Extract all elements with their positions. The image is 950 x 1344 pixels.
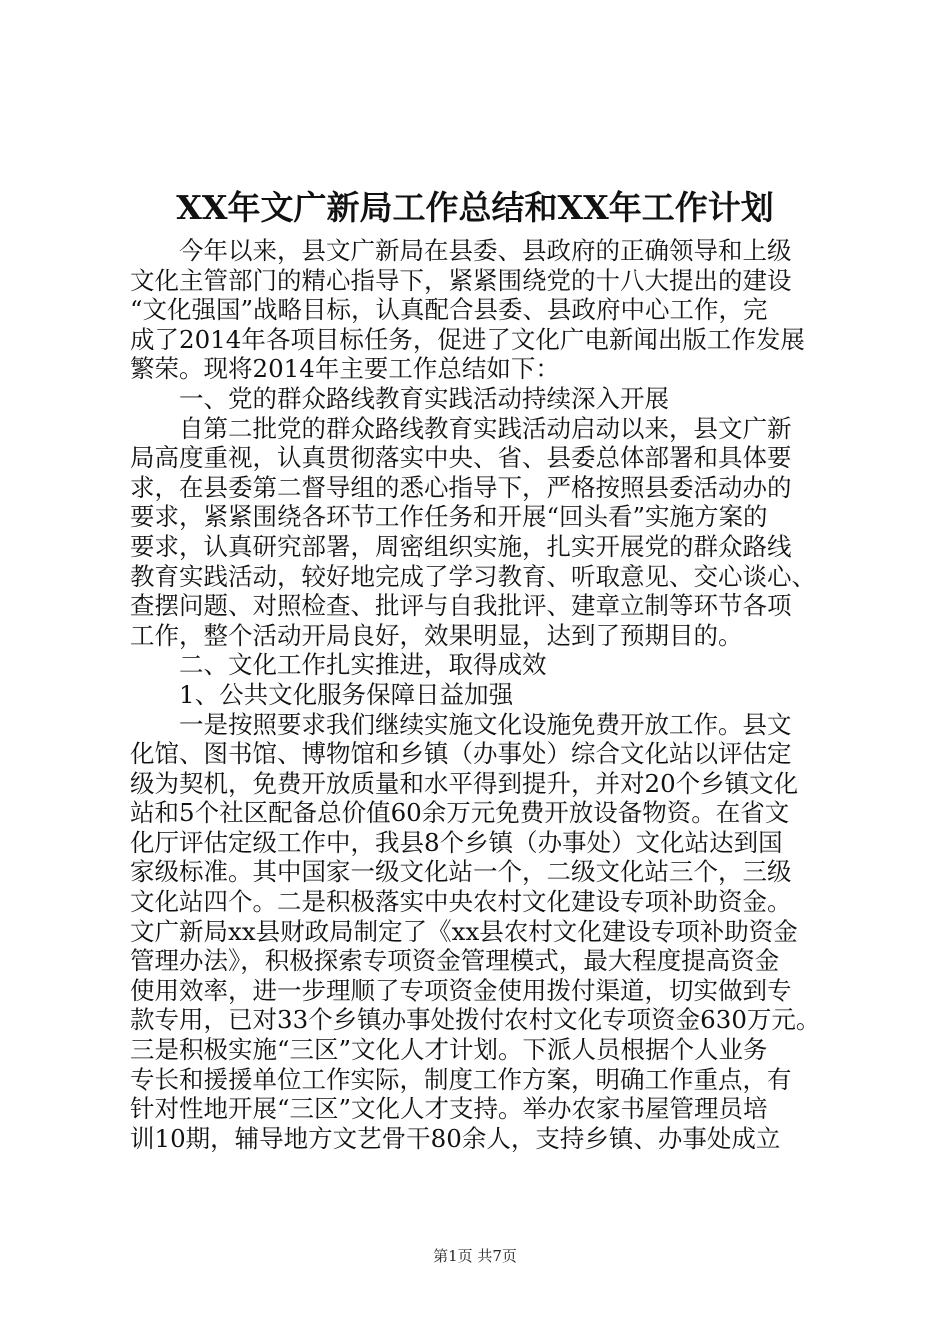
text-line: 化厅评估定级工作中，我县8个乡镇（办事处）文化站达到国 (130, 827, 783, 857)
document-title: XX年文广新局工作总结和XX年工作计划 (176, 188, 774, 227)
page-footer: 第1页 共7页 (433, 1247, 517, 1265)
text-line: 局高度重视，认真贯彻落实中央、省、县委总体部署和具体要 (130, 443, 792, 473)
text-line: 1、公共文化服务保障日益加强 (130, 679, 514, 709)
text-line: 文化站四个。二是积极落实中央农村文化建设专项补助资金。 (130, 887, 792, 917)
text-line: 工作，整个活动开局良好，效果明显，达到了预期目的。 (130, 620, 743, 650)
text-line: 文化主管部门的精心指导下，紧紧围绕党的十八大提出的建设 (130, 265, 792, 295)
text-line: 自第二批党的群众路线教育实践活动启动以来，县文广新 (130, 413, 792, 443)
text-line: 求，在县委第二督导组的悉心指导下，严格按照县委活动办的 (130, 472, 792, 502)
text-line: 款专用，已对33个乡镇办事处拨付农村文化专项资金630万元。 (130, 1005, 821, 1035)
text-line: 训10期，辅导地方文艺骨干80余人，支持乡镇、办事处成立 (130, 1123, 781, 1153)
text-line: 专长和援援单位工作实际，制度工作方案，明确工作重点，有 (130, 1064, 792, 1094)
text-line: 级为契机，免费开放质量和水平得到提升，并对20个乡镇文化 (130, 768, 799, 798)
text-line: 教育实践活动，较好地完成了学习教育、听取意见、交心谈心、 (130, 561, 816, 591)
text-line: 要求，认真研究部署，周密组织实施，扎实开展党的群众路线 (130, 531, 792, 561)
text-line: 文广新局xx县财政局制定了《xx县农村文化建设专项补助资金 (130, 916, 798, 946)
text-line: “文化强国”战略目标，认真配合县委、县政府中心工作，完 (130, 295, 768, 325)
text-line: 化馆、图书馆、博物馆和乡镇（办事处）综合文化站以评估定 (130, 739, 792, 769)
text-line: 针对性地开展“三区”文化人才支持。举办农家书屋管理员培 (130, 1094, 768, 1124)
text-line: 站和5个社区配备总价值60余万元免费开放设备物资。在省文 (130, 798, 790, 828)
text-line: 二、文化工作扎实推进，取得成效 (130, 650, 547, 680)
text-line: 一、党的群众路线教育实践活动持续深入开展 (130, 383, 669, 413)
text-line: 三是积极实施“三区”文化人才计划。下派人员根据个人业务 (130, 1035, 768, 1065)
text-line: 家级标准。其中国家一级文化站一个，二级文化站三个，三级 (130, 857, 792, 887)
text-line: 管理办法》，积极探索专项资金管理模式，最大程度提高资金 (130, 946, 780, 976)
text-line: 查摆问题、对照检查、批评与自我批评、建章立制等环节各项 (130, 591, 792, 621)
text-line: 繁荣。现将2014年主要工作总结如下： (130, 354, 560, 384)
text-line: 成了2014年各项目标任务，促进了文化广电新闻出版工作发展 (130, 324, 805, 354)
text-line: 一是按照要求我们继续实施文化设施免费开放工作。县文 (130, 709, 792, 739)
text-line: 今年以来，县文广新局在县委、县政府的正确领导和上级 (130, 236, 792, 265)
text-line: 要求，紧紧围绕各环节工作任务和开展“回头看”实施方案的 (130, 502, 768, 532)
document-body (130, 236, 830, 1153)
text-line: 使用效率，进一步理顺了专项资金使用拨付渠道，切实做到专 (130, 975, 792, 1005)
